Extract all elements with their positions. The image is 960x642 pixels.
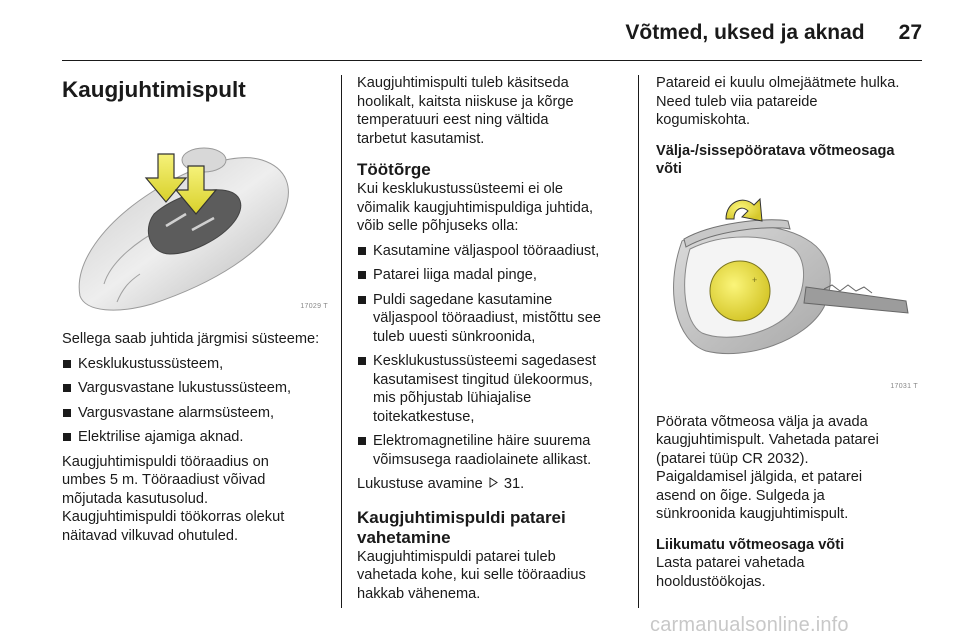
text-line: Kaugjuhtimispuldi patarei tuleb — [357, 548, 556, 565]
section-title-battery — [357, 508, 629, 548]
chapter-title: Võtmed, uksed ja aknad — [625, 21, 865, 44]
text-line: Elektromagnetiline häire suurema — [373, 433, 591, 449]
cross-reference-text: Lukustuse avamine — [357, 476, 483, 492]
text-line: Kaugjuhtimispuldi töökorras olekut — [62, 509, 285, 525]
list-item: Kesklukustussüsteem, — [62, 355, 330, 374]
text-line: Paigaldamisel jälgida, et patarei — [656, 469, 863, 485]
text-line: tarbetut kasutamist. — [357, 130, 485, 147]
title-line: vahetamine — [357, 527, 451, 547]
text-line: Patareid ei kuulu olmejäätmete hulka. — [656, 75, 900, 91]
text-line: kaugjuhtimispult. Vahetada patarei — [656, 432, 879, 448]
figure-code: 17031 T — [890, 383, 918, 390]
column-1 — [62, 74, 330, 545]
text-line: Lasta patarei vahetada — [656, 555, 805, 571]
text-line: väljaspool tööraadiust, mistõttu see — [373, 310, 601, 326]
text-line: kogumiskohta. — [656, 112, 751, 128]
section-title-foldkey — [656, 142, 924, 179]
text-line: võimsusega raadiolainete allikast. — [373, 451, 592, 468]
text-line: mõjutada kasutusolud. — [62, 490, 209, 507]
text-line: umbes 5 m. Tööraadiust võivad — [62, 472, 266, 488]
text-line: (patarei tüüp CR 2032). — [656, 450, 809, 467]
text-line: sünkroonida kaugjuhtimispult. — [656, 506, 849, 522]
battery-replacement-illustration — [656, 191, 920, 399]
text-line: kasutamisest tingitud ülekoormus, — [373, 371, 593, 388]
text-line: mis põhjustab lühiajalise — [373, 390, 532, 406]
text-line: hoolikalt, kaitsta niiskuse ja kõrge — [357, 93, 574, 110]
column-3 — [656, 74, 924, 591]
list-item — [357, 266, 629, 285]
text-line: Patarei liiga madal pinge, — [373, 267, 537, 283]
text-line: Kui kesklukustussüsteemi ei ole — [357, 181, 564, 197]
list-item — [357, 242, 629, 261]
remote-control-figure — [62, 114, 330, 318]
text-line: tuleb uuesti sünkroonida, — [373, 328, 536, 345]
title-line: Kaugjuhtimispuldi patarei — [357, 507, 566, 527]
text-line: temperatuuri eest ning vältida — [357, 112, 549, 128]
title-line: Välja-/sissepööratava võtmeosaga — [656, 142, 895, 159]
remote-control-illustration — [62, 114, 330, 318]
causes-list — [357, 242, 629, 470]
text-line: võib selle põhjuseks olla: — [357, 218, 519, 234]
list-item: Vargusvastane alarmsüsteem, — [62, 404, 330, 423]
list-item — [357, 432, 629, 469]
page-header — [62, 14, 922, 52]
column-2 — [357, 74, 629, 603]
range-paragraph — [62, 453, 330, 546]
title-line: võti — [656, 161, 682, 177]
section-title-remote: Kaugjuhtimispult — [62, 77, 246, 102]
column-divider-2 — [638, 75, 639, 608]
text-line: näitavad vilkuvad ohutuled. — [62, 527, 239, 544]
text-line: vahetada kohe, kui selle tööraadius — [357, 567, 586, 583]
text-line: Pöörata võtmeosa välja ja avada — [656, 413, 868, 430]
section-title-fixedkey: Liikumatu võtmeosaga võti — [656, 536, 845, 553]
page-number: 27 — [898, 21, 922, 44]
battery-paragraph — [357, 548, 629, 604]
page-reference-arrow-icon[interactable] — [489, 475, 498, 494]
svg-text:+: + — [752, 274, 758, 285]
cross-reference-page[interactable]: 31. — [503, 476, 525, 492]
watermark-text: carmanualsonline.info — [650, 614, 849, 636]
battery-figure — [656, 191, 920, 399]
malfunction-paragraph — [357, 180, 629, 236]
list-item — [357, 352, 629, 426]
text-line: toitekatkestuse, — [373, 408, 475, 425]
systems-list — [62, 355, 330, 447]
list-item — [357, 291, 629, 347]
text-line: Kaugjuhtimispuldi tööraadius on — [62, 453, 269, 470]
intro-text: Sellega saab juhtida järgmisi süsteeme: — [62, 331, 320, 347]
list-item: Elektrilise ajamiga aknad. — [62, 428, 330, 447]
list-item: Vargusvastane lukustussüsteem, — [62, 379, 330, 398]
section-title-malfunction: Töötõrge — [357, 160, 431, 179]
disposal-paragraph — [656, 74, 924, 130]
instruction-paragraph — [656, 413, 924, 524]
text-line: võimalik kaugjuhtimispuldiga juhtida, — [357, 199, 594, 216]
text-line: Puldi sagedane kasutamine — [373, 291, 553, 308]
text-line: Kasutamine väljaspool tööraadiust, — [373, 242, 600, 259]
column-divider-1 — [341, 75, 342, 608]
text-line: asend on õige. Sulgeda ja — [656, 487, 825, 504]
text-line: Kaugjuhtimispulti tuleb käsitseda — [357, 75, 569, 91]
cross-reference — [357, 475, 629, 494]
text-line: Need tuleb viia patareide — [656, 93, 818, 110]
header-rule — [62, 60, 922, 61]
fixedkey-paragraph — [656, 554, 924, 591]
figure-code: 17029 T — [300, 302, 328, 310]
text-line: hakkab vähenema. — [357, 585, 481, 602]
care-paragraph — [357, 74, 629, 148]
text-line: Kesklukustussüsteemi sagedasest — [373, 353, 597, 369]
text-line: hooldustöökojas. — [656, 573, 766, 590]
